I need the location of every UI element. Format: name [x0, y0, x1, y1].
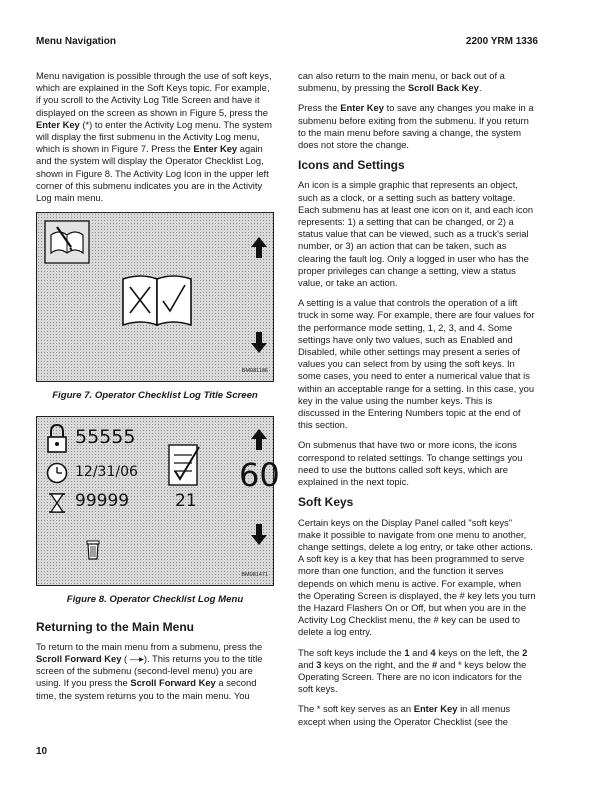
figure-8-caption: Figure 8. Operator Checklist Log Menu — [66, 594, 244, 606]
lock-value: 55555 — [75, 426, 136, 449]
bold-term: Scroll Forward Key — [130, 677, 216, 689]
text: Press the — [298, 102, 341, 114]
hourglass-value: 99999 — [75, 491, 130, 512]
date-value: 12/31/06 — [75, 464, 138, 481]
bold-term: Scroll Forward Key — [36, 653, 122, 665]
text: and * keys below the Operating Screen. There are no icon indicators for the soft keys. — [298, 658, 527, 695]
checklist-icon — [169, 445, 199, 485]
paragraph — [298, 703, 536, 727]
checklist-count: 21 — [175, 491, 197, 512]
bold-term: 1 — [404, 646, 410, 658]
bold-term: Scroll Back Key — [407, 82, 479, 94]
bold-term: Enter Key — [193, 143, 238, 155]
activity-log-icon — [45, 221, 89, 263]
bold-term: Enter Key — [413, 703, 458, 715]
lock-icon — [48, 425, 66, 452]
running-header-left: Menu Navigation — [36, 36, 117, 47]
text: and — [298, 658, 317, 670]
scroll-up-arrow-icon — [251, 429, 267, 450]
intro-paragraph — [36, 70, 274, 204]
scroll-down-arrow-icon — [251, 524, 267, 545]
paragraph — [298, 102, 536, 151]
big-number: 60 — [239, 456, 280, 495]
page-number: 10 — [36, 746, 48, 757]
text: . — [478, 82, 482, 94]
figure-code: BM081471 — [241, 572, 268, 579]
paragraph: A setting is a value that controls the operation of a lift truck in some way. For example, there are four values for the performance mode setting, 1, 2, 3, and 4. Some settings have only two values, such as Enabled and Disabled, while other settings may present a series of values you can select from by using the soft keys. In some cases, you need to enter a numerical value that is within an acceptable range for a setting. In this case, you key in the value using the number keys. This is discussed in the Entering Numbers topic at the end of this section. — [298, 297, 535, 431]
figure-7-caption: Figure 7. Operator Checklist Log Title Screen — [52, 390, 258, 402]
bold-term: Enter Key — [340, 102, 384, 114]
text: keys on the right, and the — [321, 658, 432, 670]
checklist-book-icon — [123, 276, 191, 325]
figure-8-screen — [36, 416, 280, 586]
text: again and the system will display the Operator Checklist Log, shown in Figure 8. The Activity Log Icon in the upper left corner of this submenu indicates you are in the Activity Log main menu. — [36, 143, 269, 204]
text: To return to the main menu from a submenu, press the — [36, 640, 263, 652]
bold-term: 2 — [522, 646, 528, 658]
clock-icon — [48, 464, 67, 483]
bold-term: Enter Key — [36, 118, 80, 130]
bold-term: 4 — [430, 646, 436, 658]
section-heading-icons: Icons and Settings — [298, 158, 405, 173]
trash-can-icon — [87, 541, 99, 559]
returning-paragraph — [36, 641, 274, 702]
scroll-down-arrow-icon — [251, 332, 267, 353]
section-heading-soft-keys: Soft Keys — [298, 495, 354, 510]
scroll-up-arrow-icon — [251, 237, 267, 258]
text: Menu navigation is possible through the use of soft keys, which are explained in the Soft Keys topic. For example, if you scroll to the Activity Log Title Screen and have it displayed on the screen as shown in Figure 5, press the — [36, 70, 272, 118]
bold-term: # — [431, 658, 438, 670]
left-column — [36, 70, 280, 710]
right-column — [298, 70, 536, 736]
paragraph: An icon is a simple graphic that represents an object, such as a clock, or a setting such as battery voltage. Each submenu has at least one icon on it, and each icon represents: 1) a setting that can be changed, or 2) a status value that can be viewed, such as a truck's serial number, or 3) an action that can be taken, such as clearing the fault log. Only a logged in user who has the proper privileges can change a setting, view a status value, or take an action. — [298, 179, 534, 289]
paragraph — [298, 70, 536, 94]
text: and — [409, 646, 431, 658]
text: can also return to the main menu, or back out of a submenu, by pressing the — [298, 70, 505, 94]
paragraph: Certain keys on the Display Panel called "soft keys" make it possible to navigate from one menu to another, change settings, delete a log entry, or take other actions. A soft key is a key that has been programmed to serve more than one function, and the function it serves depends on which menu is active. For example, when the Operating Screen is displayed, the # key lets you turn the Hazard Flashers On or Off, but when you are in the Activity Log Checklist menu, the # key can be used to delete a log entry. — [298, 516, 536, 638]
hourglass-icon — [49, 494, 65, 512]
text: keys on the left, the — [435, 646, 523, 658]
running-header-right: 2200 YRM 1336 — [465, 36, 538, 47]
text: The soft keys include the — [298, 646, 405, 658]
text: (*) to enter the Activity Log menu. The system will display the first submenu in the Activity Log menu, which is shown in Figure 7. Press the — [36, 118, 272, 155]
figure-7-screen — [36, 212, 274, 382]
text: a second time, the system returns you to the main menu. You — [36, 677, 257, 701]
paragraph: On submenus that have two or more icons, the icons correspond to related settings. To change settings you need to use the buttons called soft keys, which are explained in the next topic. — [298, 439, 523, 488]
text: The * soft key serves as an — [298, 703, 414, 715]
text: ( —▸). This returns you to the title screen of the submenu (second-level menu) you are using. If you press the — [36, 653, 263, 689]
figure-code: BM081186 — [241, 368, 268, 375]
section-heading-returning: Returning to the Main Menu — [36, 619, 194, 634]
text: to save any changes you make in a submenu before exiting from the submenu. If you return to the main menu before saving a change, the system does not store the change. — [298, 102, 534, 151]
bold-term: 3 — [316, 658, 322, 670]
text: in all menus except when using the Operator Checklist (see the — [298, 703, 511, 727]
paragraph — [298, 647, 536, 696]
